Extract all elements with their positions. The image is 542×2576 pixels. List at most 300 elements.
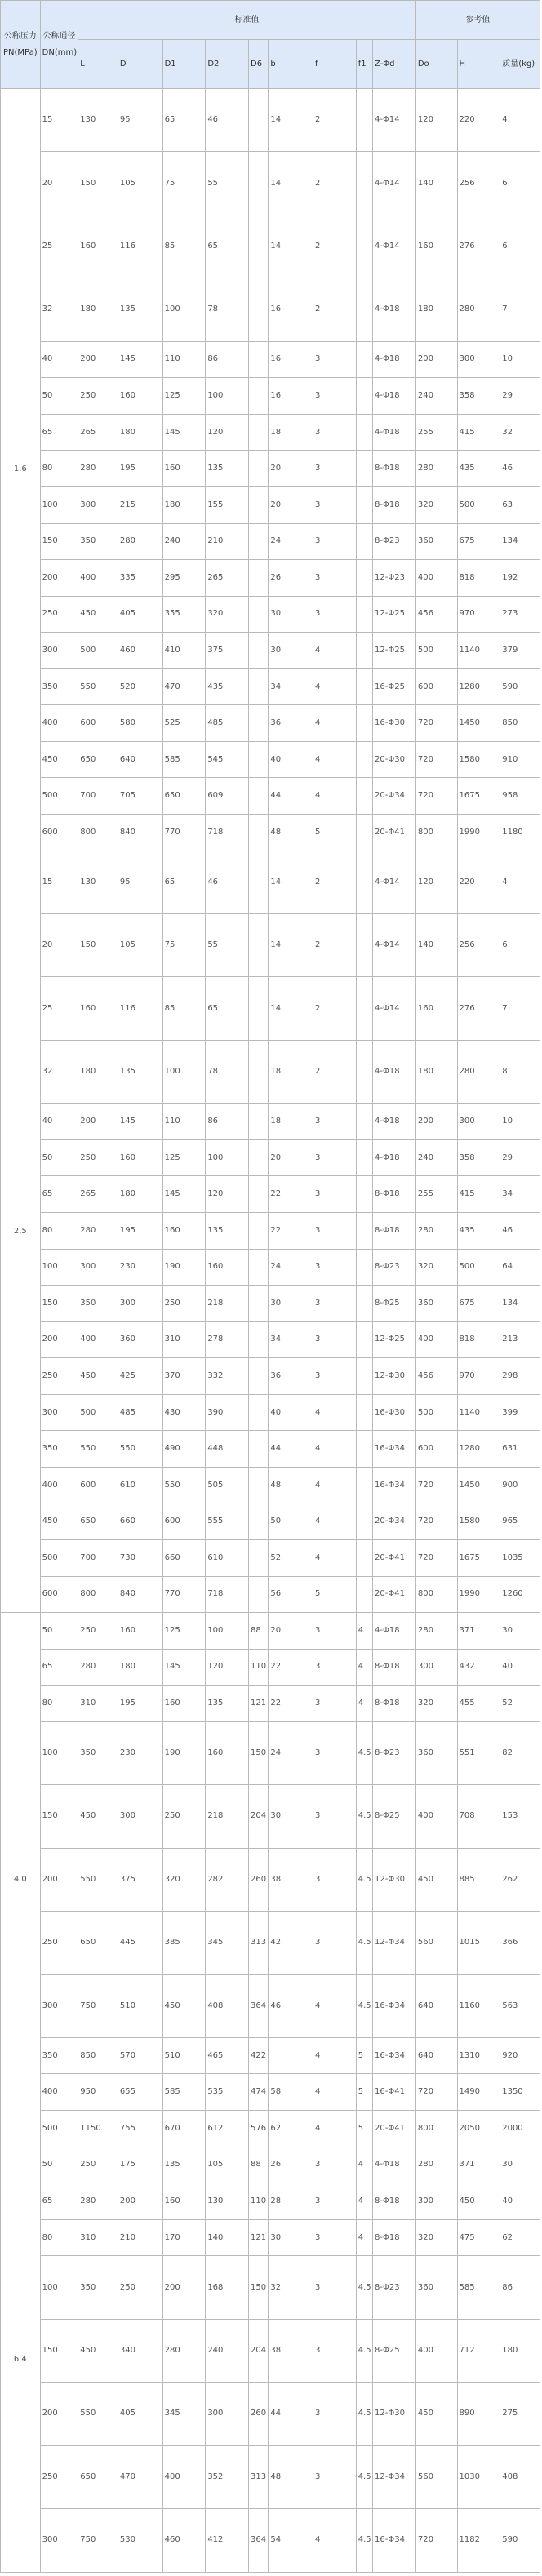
cell-d2: 168 bbox=[206, 2256, 249, 2319]
cell-d6 bbox=[249, 1286, 269, 1322]
cell-mass: 134 bbox=[500, 523, 540, 560]
cell-f1: 4 bbox=[356, 2219, 372, 2256]
cell-f: 5 bbox=[313, 815, 357, 851]
cell-f: 5 bbox=[313, 1576, 357, 1613]
cell-b: 24 bbox=[269, 523, 313, 560]
cell-dn: 600 bbox=[40, 815, 78, 851]
cell-d2: 218 bbox=[206, 1785, 249, 1848]
cell-z-d: 12-Φ25 bbox=[373, 1321, 416, 1358]
cell-d: 300 bbox=[118, 1785, 162, 1848]
cell-d: 105 bbox=[118, 152, 162, 215]
cell-f1: 4 bbox=[356, 2183, 372, 2220]
cell-l: 300 bbox=[78, 486, 118, 523]
cell-l: 650 bbox=[78, 1503, 118, 1540]
cell-mass: 32 bbox=[500, 414, 540, 451]
cell-dn: 40 bbox=[40, 1104, 78, 1140]
header-col-d: D bbox=[118, 40, 162, 89]
header-col-z-d: Z-Φd bbox=[373, 40, 416, 89]
cell-f1: 5 bbox=[356, 2074, 372, 2111]
cell-d: 405 bbox=[118, 2383, 162, 2445]
cell-b: 34 bbox=[269, 668, 313, 705]
cell-dn: 400 bbox=[40, 705, 78, 742]
header-col-do: Do bbox=[415, 40, 457, 89]
cell-d2: 86 bbox=[206, 341, 249, 378]
cell-h: 500 bbox=[457, 486, 500, 523]
table-row bbox=[1, 1576, 540, 1613]
cell-d: 840 bbox=[118, 1576, 162, 1613]
cell-h: 220 bbox=[457, 89, 500, 152]
cell-f1 bbox=[356, 152, 372, 215]
cell-b: 20 bbox=[269, 1613, 313, 1650]
cell-f: 2 bbox=[313, 1040, 357, 1103]
cell-f1 bbox=[356, 741, 372, 778]
cell-z-d: 8-Φ18 bbox=[373, 1649, 416, 1686]
cell-f1 bbox=[356, 414, 372, 451]
cell-do: 600 bbox=[415, 668, 457, 705]
cell-d1: 460 bbox=[162, 2508, 206, 2572]
cell-d6 bbox=[249, 560, 269, 597]
cell-f: 3 bbox=[313, 1848, 357, 1911]
cell-b: 24 bbox=[269, 1721, 313, 1784]
cell-do: 240 bbox=[415, 1139, 457, 1176]
cell-do: 720 bbox=[415, 2508, 457, 2572]
cell-f1: 4.5 bbox=[356, 1721, 372, 1784]
cell-do: 450 bbox=[415, 1848, 457, 1911]
cell-dn: 25 bbox=[40, 215, 78, 278]
cell-mass: 590 bbox=[500, 2508, 540, 2572]
table-row bbox=[1, 2383, 540, 2445]
cell-b: 14 bbox=[269, 152, 313, 215]
cell-d: 360 bbox=[118, 1321, 162, 1358]
cell-do: 720 bbox=[415, 1540, 457, 1577]
cell-h: 1140 bbox=[457, 1394, 500, 1431]
cell-z-d: 12-Φ23 bbox=[373, 560, 416, 597]
cell-b: 38 bbox=[269, 2319, 313, 2382]
cell-do: 400 bbox=[415, 2319, 457, 2382]
cell-l: 600 bbox=[78, 1467, 118, 1503]
cell-mass: 7 bbox=[500, 977, 540, 1040]
cell-f1 bbox=[356, 633, 372, 669]
cell-dn: 25 bbox=[40, 977, 78, 1040]
cell-mass: 298 bbox=[500, 1358, 540, 1395]
cell-do: 640 bbox=[415, 1974, 457, 2037]
table-row bbox=[1, 1974, 540, 2037]
cell-do: 400 bbox=[415, 1785, 457, 1848]
cell-dn: 65 bbox=[40, 2183, 78, 2220]
cell-f: 3 bbox=[313, 378, 357, 415]
cell-h: 432 bbox=[457, 1649, 500, 1686]
cell-d: 250 bbox=[118, 2256, 162, 2319]
cell-d1: 240 bbox=[162, 523, 206, 560]
header-col-l: L bbox=[78, 40, 118, 89]
cell-d2: 100 bbox=[206, 1613, 249, 1650]
cell-h: 1140 bbox=[457, 633, 500, 669]
cell-mass: 958 bbox=[500, 778, 540, 815]
cell-f1 bbox=[356, 1576, 372, 1613]
cell-d2: 105 bbox=[206, 2147, 249, 2183]
cell-d2: 265 bbox=[206, 560, 249, 597]
cell-mass: 262 bbox=[500, 1848, 540, 1911]
cell-d6: 110 bbox=[249, 2183, 269, 2220]
cell-z-d: 8-Φ18 bbox=[373, 2219, 416, 2256]
cell-d6 bbox=[249, 913, 269, 976]
cell-l: 800 bbox=[78, 1576, 118, 1613]
cell-f1: 4.5 bbox=[356, 2445, 372, 2508]
cell-f1 bbox=[356, 705, 372, 742]
cell-l: 350 bbox=[78, 1286, 118, 1322]
cell-f: 3 bbox=[313, 1649, 357, 1686]
cell-b: 62 bbox=[269, 2111, 313, 2147]
cell-do: 120 bbox=[415, 89, 457, 152]
cell-d6 bbox=[249, 341, 269, 378]
cell-f1 bbox=[356, 977, 372, 1040]
cell-l: 400 bbox=[78, 560, 118, 597]
table-row bbox=[1, 1431, 540, 1468]
cell-z-d: 16-Φ34 bbox=[373, 1431, 416, 1468]
cell-f1: 5 bbox=[356, 2111, 372, 2147]
cell-b: 52 bbox=[269, 1540, 313, 1577]
cell-d2: 55 bbox=[206, 913, 249, 976]
cell-z-d: 4-Φ18 bbox=[373, 378, 416, 415]
cell-b: 18 bbox=[269, 1104, 313, 1140]
cell-dn: 100 bbox=[40, 486, 78, 523]
cell-d: 145 bbox=[118, 341, 162, 378]
cell-b: 14 bbox=[269, 913, 313, 976]
cell-d6 bbox=[249, 1176, 269, 1213]
cell-dn: 300 bbox=[40, 1974, 78, 2037]
cell-dn: 300 bbox=[40, 2508, 78, 2572]
cell-dn: 450 bbox=[40, 741, 78, 778]
cell-d1: 310 bbox=[162, 1321, 206, 1358]
cell-d2: 390 bbox=[206, 1394, 249, 1431]
cell-f: 3 bbox=[313, 2256, 357, 2319]
cell-f1 bbox=[356, 778, 372, 815]
cell-b: 20 bbox=[269, 451, 313, 487]
cell-dn: 15 bbox=[40, 89, 78, 152]
cell-d2: 46 bbox=[206, 89, 249, 152]
cell-z-d: 12-Φ34 bbox=[373, 1912, 416, 1974]
cell-mass: 63 bbox=[500, 486, 540, 523]
cell-b: 30 bbox=[269, 1286, 313, 1322]
cell-f1 bbox=[356, 486, 372, 523]
cell-z-d: 8-Φ25 bbox=[373, 1785, 416, 1848]
cell-z-d: 20-Φ41 bbox=[373, 1576, 416, 1613]
cell-d1: 295 bbox=[162, 560, 206, 597]
cell-do: 360 bbox=[415, 1721, 457, 1784]
cell-dn: 32 bbox=[40, 278, 78, 341]
cell-f1 bbox=[356, 1176, 372, 1213]
cell-do: 720 bbox=[415, 2074, 457, 2111]
cell-h: 455 bbox=[457, 1686, 500, 1722]
cell-mass: 34 bbox=[500, 1176, 540, 1213]
cell-d6 bbox=[249, 1249, 269, 1286]
cell-h: 280 bbox=[457, 1040, 500, 1103]
cell-f1: 4.5 bbox=[356, 2508, 372, 2572]
table-row bbox=[1, 1040, 540, 1103]
cell-d: 520 bbox=[118, 668, 162, 705]
cell-h: 1490 bbox=[457, 2074, 500, 2111]
cell-b: 26 bbox=[269, 2147, 313, 2183]
cell-f1 bbox=[356, 523, 372, 560]
cell-dn: 40 bbox=[40, 341, 78, 378]
cell-do: 255 bbox=[415, 1176, 457, 1213]
cell-z-d: 8-Φ18 bbox=[373, 1686, 416, 1722]
cell-do: 456 bbox=[415, 596, 457, 633]
table-row bbox=[1, 1358, 540, 1395]
cell-b: 30 bbox=[269, 596, 313, 633]
cell-do: 720 bbox=[415, 741, 457, 778]
cell-b: 16 bbox=[269, 278, 313, 341]
cell-z-d: 4-Φ14 bbox=[373, 152, 416, 215]
cell-f1 bbox=[356, 1467, 372, 1503]
cell-f1: 4 bbox=[356, 1649, 372, 1686]
cell-b: 54 bbox=[269, 2508, 313, 2572]
cell-l: 700 bbox=[78, 1540, 118, 1577]
cell-dn: 100 bbox=[40, 2256, 78, 2319]
cell-b: 30 bbox=[269, 2219, 313, 2256]
table-row bbox=[1, 2445, 540, 2508]
cell-d2: 612 bbox=[206, 2111, 249, 2147]
cell-do: 720 bbox=[415, 1467, 457, 1503]
cell-b: 24 bbox=[269, 1249, 313, 1286]
cell-z-d: 16-Φ34 bbox=[373, 2508, 416, 2572]
cell-h: 415 bbox=[457, 1176, 500, 1213]
cell-dn: 600 bbox=[40, 1576, 78, 1613]
cell-d6: 204 bbox=[249, 1785, 269, 1848]
cell-b: 44 bbox=[269, 778, 313, 815]
table-row bbox=[1, 1649, 540, 1686]
cell-l: 850 bbox=[78, 2037, 118, 2074]
table-row bbox=[1, 1139, 540, 1176]
cell-b: 22 bbox=[269, 1176, 313, 1213]
cell-mass: 850 bbox=[500, 705, 540, 742]
cell-d1: 410 bbox=[162, 633, 206, 669]
table-row bbox=[1, 1321, 540, 1358]
cell-dn: 400 bbox=[40, 1467, 78, 1503]
cell-d2: 320 bbox=[206, 596, 249, 633]
cell-h: 358 bbox=[457, 378, 500, 415]
cell-z-d: 8-Φ18 bbox=[373, 1212, 416, 1249]
table-row bbox=[1, 1721, 540, 1784]
cell-d2: 135 bbox=[206, 1212, 249, 1249]
cell-f1 bbox=[356, 1040, 372, 1103]
table-row bbox=[1, 1613, 540, 1650]
cell-mass: 64 bbox=[500, 1249, 540, 1286]
cell-f: 3 bbox=[313, 1104, 357, 1140]
cell-f: 3 bbox=[313, 523, 357, 560]
cell-mass: 4 bbox=[500, 851, 540, 913]
cell-d6 bbox=[249, 1212, 269, 1249]
cell-d1: 525 bbox=[162, 705, 206, 742]
cell-f1 bbox=[356, 1540, 372, 1577]
cell-l: 150 bbox=[78, 913, 118, 976]
cell-h: 1990 bbox=[457, 1576, 500, 1613]
cell-h: 818 bbox=[457, 1321, 500, 1358]
cell-l: 180 bbox=[78, 278, 118, 341]
cell-d2: 718 bbox=[206, 815, 249, 851]
pressure-group-label: 1.6 bbox=[1, 89, 41, 851]
cell-d2: 278 bbox=[206, 1321, 249, 1358]
cell-mass: 40 bbox=[500, 2183, 540, 2220]
cell-do: 280 bbox=[415, 451, 457, 487]
cell-l: 310 bbox=[78, 1686, 118, 1722]
cell-f1 bbox=[356, 1249, 372, 1286]
cell-z-d: 16-Φ41 bbox=[373, 2074, 416, 2111]
header-col-h: H bbox=[457, 40, 500, 89]
cell-l: 280 bbox=[78, 451, 118, 487]
cell-d1: 400 bbox=[162, 2445, 206, 2508]
cell-d2: 448 bbox=[206, 1431, 249, 1468]
cell-z-d: 16-Φ34 bbox=[373, 1467, 416, 1503]
cell-d2: 120 bbox=[206, 1176, 249, 1213]
cell-mass: 29 bbox=[500, 378, 540, 415]
pressure-group-label: 2.5 bbox=[1, 851, 41, 1613]
cell-h: 2050 bbox=[457, 2111, 500, 2147]
cell-d: 195 bbox=[118, 451, 162, 487]
cell-d6 bbox=[249, 977, 269, 1040]
cell-dn: 350 bbox=[40, 1431, 78, 1468]
cell-dn: 300 bbox=[40, 633, 78, 669]
cell-f: 4 bbox=[313, 778, 357, 815]
cell-d2: 352 bbox=[206, 2445, 249, 2508]
cell-l: 130 bbox=[78, 851, 118, 913]
cell-dn: 80 bbox=[40, 1212, 78, 1249]
cell-d: 230 bbox=[118, 1249, 162, 1286]
cell-b: 20 bbox=[269, 486, 313, 523]
cell-f: 3 bbox=[313, 2383, 357, 2445]
table-row bbox=[1, 668, 540, 705]
cell-l: 550 bbox=[78, 2383, 118, 2445]
cell-mass: 7 bbox=[500, 278, 540, 341]
cell-d1: 650 bbox=[162, 778, 206, 815]
table-row bbox=[1, 1785, 540, 1848]
cell-l: 450 bbox=[78, 2319, 118, 2382]
cell-d2: 65 bbox=[206, 215, 249, 278]
cell-l: 280 bbox=[78, 1212, 118, 1249]
cell-mass: 134 bbox=[500, 1286, 540, 1322]
cell-dn: 500 bbox=[40, 1540, 78, 1577]
cell-dn: 350 bbox=[40, 668, 78, 705]
table-row bbox=[1, 1212, 540, 1249]
cell-do: 450 bbox=[415, 2383, 457, 2445]
cell-f: 4 bbox=[313, 633, 357, 669]
header-pn: 公称压力PN(MPa) bbox=[1, 1, 41, 89]
cell-dn: 250 bbox=[40, 2445, 78, 2508]
cell-f: 3 bbox=[313, 596, 357, 633]
cell-z-d: 12-Φ34 bbox=[373, 2445, 416, 2508]
cell-l: 750 bbox=[78, 1974, 118, 2037]
cell-f1 bbox=[356, 815, 372, 851]
cell-dn: 150 bbox=[40, 1286, 78, 1322]
cell-z-d: 4-Φ18 bbox=[373, 1104, 416, 1140]
cell-do: 120 bbox=[415, 851, 457, 913]
cell-f: 4 bbox=[313, 668, 357, 705]
cell-d1: 75 bbox=[162, 152, 206, 215]
cell-b: 14 bbox=[269, 89, 313, 152]
cell-d2: 100 bbox=[206, 378, 249, 415]
cell-l: 350 bbox=[78, 1721, 118, 1784]
table-row bbox=[1, 1104, 540, 1140]
cell-f1: 4.5 bbox=[356, 1848, 372, 1911]
table-row bbox=[1, 89, 540, 152]
cell-mass: 563 bbox=[500, 1974, 540, 2037]
cell-f1 bbox=[356, 1286, 372, 1322]
cell-do: 140 bbox=[415, 913, 457, 976]
cell-do: 720 bbox=[415, 1503, 457, 1540]
cell-d2: 78 bbox=[206, 278, 249, 341]
cell-d1: 110 bbox=[162, 1104, 206, 1140]
cell-d2: 140 bbox=[206, 2219, 249, 2256]
table-row bbox=[1, 1249, 540, 1286]
cell-l: 600 bbox=[78, 705, 118, 742]
cell-dn: 50 bbox=[40, 1139, 78, 1176]
header-col-b: b bbox=[269, 40, 313, 89]
cell-b: 40 bbox=[269, 1394, 313, 1431]
cell-d6: 364 bbox=[249, 1974, 269, 2037]
cell-z-d: 4-Φ18 bbox=[373, 1139, 416, 1176]
cell-d1: 770 bbox=[162, 1576, 206, 1613]
cell-f1: 4.5 bbox=[356, 2256, 372, 2319]
table-row bbox=[1, 523, 540, 560]
cell-d1: 135 bbox=[162, 2147, 206, 2183]
cell-b: 22 bbox=[269, 1212, 313, 1249]
cell-mass: 631 bbox=[500, 1431, 540, 1468]
cell-l: 250 bbox=[78, 1613, 118, 1650]
cell-b: 28 bbox=[269, 2183, 313, 2220]
cell-d1: 660 bbox=[162, 1540, 206, 1577]
header-reference: 参考值 bbox=[415, 1, 540, 40]
cell-f: 3 bbox=[313, 1286, 357, 1322]
cell-l: 310 bbox=[78, 2219, 118, 2256]
cell-do: 280 bbox=[415, 1613, 457, 1650]
cell-l: 200 bbox=[78, 1104, 118, 1140]
cell-d: 405 bbox=[118, 596, 162, 633]
cell-z-d: 4-Φ18 bbox=[373, 341, 416, 378]
cell-f: 3 bbox=[313, 2319, 357, 2382]
table-row bbox=[1, 341, 540, 378]
cell-mass: 10 bbox=[500, 341, 540, 378]
cell-l: 200 bbox=[78, 341, 118, 378]
cell-d6 bbox=[249, 414, 269, 451]
cell-d2: 218 bbox=[206, 1286, 249, 1322]
cell-f: 4 bbox=[313, 1540, 357, 1577]
cell-z-d: 4-Φ14 bbox=[373, 977, 416, 1040]
cell-dn: 50 bbox=[40, 2147, 78, 2183]
cell-d6: 121 bbox=[249, 2219, 269, 2256]
cell-d: 660 bbox=[118, 1503, 162, 1540]
cell-d1: 160 bbox=[162, 2183, 206, 2220]
cell-d: 180 bbox=[118, 1649, 162, 1686]
cell-d: 105 bbox=[118, 913, 162, 976]
cell-d2: 345 bbox=[206, 1912, 249, 1974]
cell-l: 500 bbox=[78, 1394, 118, 1431]
cell-h: 435 bbox=[457, 451, 500, 487]
cell-d1: 125 bbox=[162, 1613, 206, 1650]
cell-f1 bbox=[356, 851, 372, 913]
cell-l: 160 bbox=[78, 977, 118, 1040]
cell-mass: 408 bbox=[500, 2445, 540, 2508]
cell-z-d: 4-Φ14 bbox=[373, 215, 416, 278]
cell-b: 50 bbox=[269, 1503, 313, 1540]
table-row bbox=[1, 705, 540, 742]
cell-d1: 145 bbox=[162, 414, 206, 451]
cell-f: 3 bbox=[313, 486, 357, 523]
cell-f: 4 bbox=[313, 705, 357, 742]
cell-mass: 82 bbox=[500, 1721, 540, 1784]
cell-f: 3 bbox=[313, 2219, 357, 2256]
cell-z-d: 8-Φ18 bbox=[373, 486, 416, 523]
cell-dn: 20 bbox=[40, 913, 78, 976]
